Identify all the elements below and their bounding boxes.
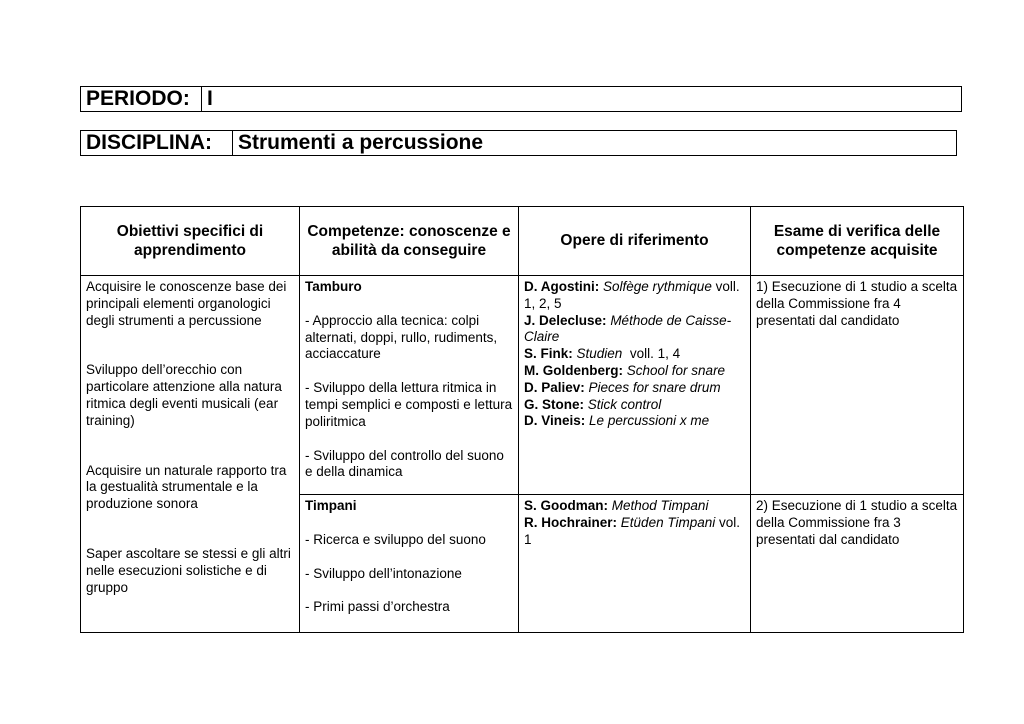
- work-entry: G. Stone: Stick control: [524, 396, 662, 412]
- periodo-label: PERIODO:: [81, 87, 202, 111]
- skill-text: - Primi passi d’orchestra: [305, 599, 450, 615]
- exam-cell: [751, 495, 964, 633]
- objective-text: Acquisire un naturale rapporto tra la gestualità strumentale e la produzione sonora: [86, 462, 287, 512]
- curriculum-table: [80, 206, 964, 633]
- skill-text: - Sviluppo della lettura ritmica in tempi semplici e composti e lettura poliritmica: [305, 380, 513, 429]
- skill-text: - Sviluppo dell’intonazione: [305, 565, 462, 581]
- disciplina-value: Strumenti a percussione: [238, 131, 484, 154]
- disciplina-box: [80, 130, 957, 156]
- instrument-title: Timpani: [305, 498, 357, 513]
- column-header-skills: Competenze: conoscenze e abilità da conseguire: [300, 207, 519, 276]
- column-header-works: Opere di riferimento: [519, 207, 751, 276]
- table-header-row: [81, 207, 964, 276]
- work-entry: D. Agostini: Solfège rythmique voll. 1, 2, 5: [524, 279, 740, 311]
- instrument-title: Tamburo: [305, 279, 362, 294]
- exam-text: 2) Esecuzione di 1 studio a scelta della Commissione fra 3 presentati dal candidato: [756, 498, 958, 547]
- works-cell: [519, 495, 751, 633]
- column-header-exam: Esame di verifica delle competenze acquisite: [751, 207, 964, 276]
- skills-cell: [300, 495, 519, 633]
- objective-text: Saper ascoltare se stessi e gli altri nelle esecuzioni solistiche e di gruppo: [86, 545, 291, 595]
- work-entry: S. Goodman: Method Timpani: [524, 498, 709, 513]
- works-cell: [519, 276, 751, 495]
- work-entry: M. Goldenberg: School for snare: [524, 362, 726, 378]
- work-entry: J. Delecluse: Méthode de Caisse-Claire: [524, 312, 732, 345]
- work-entry: D. Paliev: Pieces for snare drum: [524, 379, 721, 395]
- column-header-objectives: Obiettivi specifici di apprendimento: [81, 207, 300, 276]
- work-entry: S. Fink: Studien voll. 1, 4: [524, 346, 681, 362]
- skill-text: - Ricerca e sviluppo del suono: [305, 531, 486, 547]
- skill-text: - Sviluppo del controllo del suono e della dinamica: [305, 447, 504, 480]
- periodo-value: I: [207, 87, 213, 110]
- skills-cell: [300, 276, 519, 495]
- objectives-cell: [81, 276, 300, 633]
- periodo-box: [80, 86, 962, 112]
- work-entry: R. Hochrainer: Etüden Timpani vol. 1: [524, 514, 741, 547]
- work-entry: D. Vineis: Le percussioni x me: [524, 413, 710, 429]
- disciplina-label: DISCIPLINA:: [81, 131, 233, 155]
- skill-text: - Approccio alla tecnica: colpi alternati, doppi, rullo, rudiments, acciaccature: [305, 312, 498, 362]
- exam-text: 1) Esecuzione di 1 studio a scelta della Commissione fra 4 presentati dal candidato: [756, 279, 958, 328]
- objective-text: Sviluppo dell’orecchio con particolare attenzione alla natura ritmica degli eventi musicali (ear training): [86, 362, 282, 428]
- objective-text: Acquisire le conoscenze base dei principali elementi organologici degli strumenti a percussione: [86, 279, 287, 328]
- table-row: [81, 276, 964, 495]
- exam-cell: [751, 276, 964, 495]
